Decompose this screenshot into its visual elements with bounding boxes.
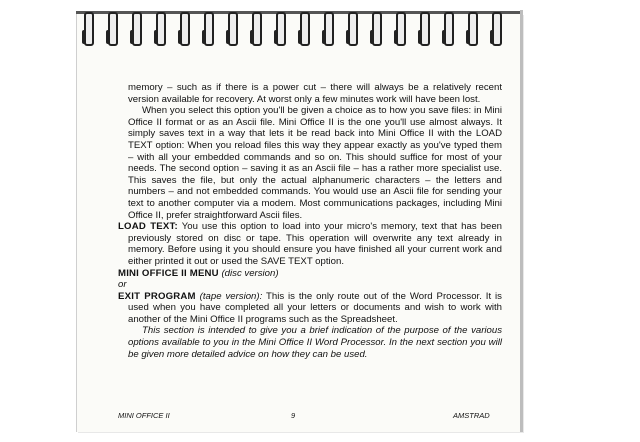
exit-heading: EXIT PROGRAM: [118, 290, 196, 302]
binding-ring: [156, 12, 166, 46]
binding-ring: [132, 12, 142, 46]
paragraph-power-cut: memory – such as if there is a power cut – there will always be a relatively recent version available for recovery. At worst only a few minutes work will have been lost.: [128, 82, 502, 105]
exit-suffix: (tape version):: [199, 290, 263, 302]
binding-ring: [324, 12, 334, 46]
binding-ring: [204, 12, 214, 46]
footer-page-number: 9: [291, 411, 296, 420]
binding-ring: [228, 12, 238, 46]
binding-ring: [276, 12, 286, 46]
menu-heading: MINI OFFICE II MENU: [118, 267, 219, 279]
or-text: or: [118, 279, 127, 291]
exit-body: This is the only route out of the Word Processor. It is used when you have completed all your letters or documents and wish to work with another of the Mini Office II programs such as the Spreadsheet.: [128, 290, 502, 325]
binding-ring: [84, 12, 94, 46]
binding-ring: [420, 12, 430, 46]
binding-ring: [492, 12, 502, 46]
binding-ring: [444, 12, 454, 46]
paragraph-closing: This section is intended to give you a brief indication of the purpose of the various options available to you in the Mini Office II Word Processor. In the next section you will be given more detailed advice on how they can be used.: [128, 325, 502, 360]
page-edge: [520, 10, 523, 432]
paragraph-save-options: When you select this option you'll be given a choice as to how you save files: in Mini Office II format or as an Ascii file. Mini Office II is the one you'll use almost always. It simply saves text in a way that lets it be read back into Mini Office II with the LOAD TEXT option: When you reload files this way they appear exactly as you've typed them – with all your embedded commands and so on. This should suffice for most of your needs. The second option – saving it as an Ascii file – has a rather more specialist use. This saves the file, but only the actual alphanumeric characters – the letters and numbers – and not embedded commands. You would use an Ascii file for sending your text to another computer via a modem. Most communications packages, including Mini Office II, prefer straightforward Ascii files.: [128, 105, 502, 221]
spiral-binding: [76, 0, 520, 52]
menu-line: [118, 268, 502, 280]
paragraph-load-text: [118, 221, 502, 267]
menu-suffix: (disc version): [221, 267, 279, 279]
page-body: [118, 82, 502, 360]
footer-right: AMSTRAD: [453, 411, 490, 420]
footer-left: MINI OFFICE II: [118, 411, 170, 420]
load-text-body: You use this option to load into your micro's memory, text that has been previously stored on disc or tape. This operation will overwrite any text already in memory. Before using it you should ensure you have finished all your current work and either printed it out or used the SAVE TEXT option.: [128, 221, 502, 267]
paragraph-exit-program: [118, 291, 502, 326]
binding-ring: [108, 12, 118, 46]
binding-ring: [348, 12, 358, 46]
binding-ring: [468, 12, 478, 46]
binding-ring: [372, 12, 382, 46]
binding-ring: [300, 12, 310, 46]
binding-ring: [396, 12, 406, 46]
binding-ring: [252, 12, 262, 46]
binding-ring: [180, 12, 190, 46]
load-text-heading: LOAD TEXT:: [118, 221, 178, 233]
